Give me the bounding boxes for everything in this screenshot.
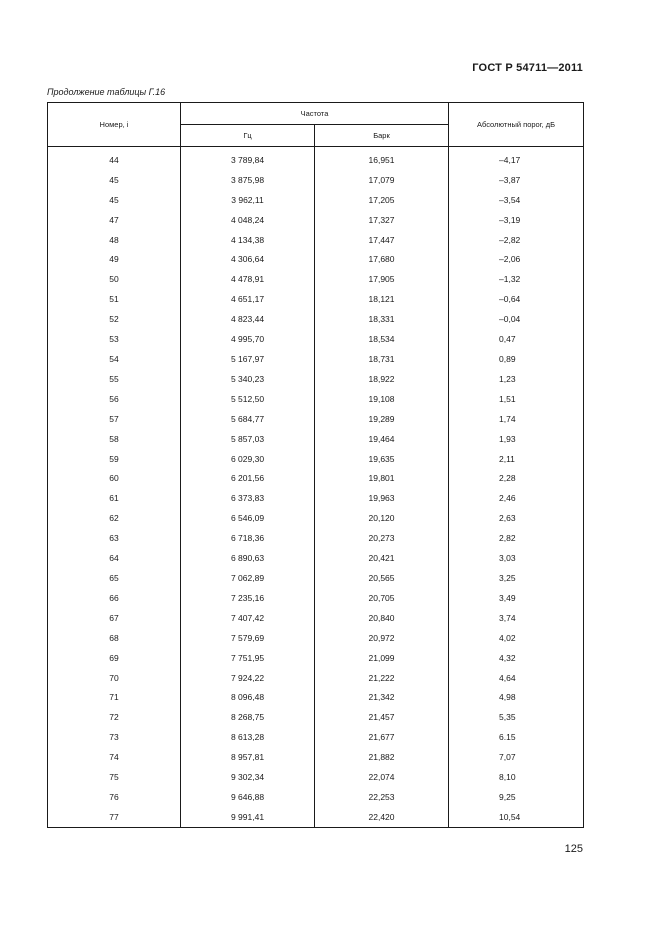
cell-number: 67 [48,608,181,628]
cell-threshold: –3,19 [449,210,584,230]
table-row [48,767,584,787]
cell-bark: 18,731 [315,349,449,369]
cell-bark: 18,121 [315,289,449,309]
cell-threshold: 0,89 [449,349,584,369]
cell-threshold: –3,87 [449,170,584,190]
cell-number: 73 [48,727,181,747]
cell-hz: 5 340,23 [181,369,315,389]
cell-threshold: 1,93 [449,429,584,449]
cell-bark: 20,273 [315,528,449,548]
cell-hz: 9 646,88 [181,787,315,807]
cell-threshold: 3,74 [449,608,584,628]
cell-bark: 21,099 [315,648,449,668]
cell-bark: 19,464 [315,429,449,449]
page-number: 125 [564,843,583,855]
cell-threshold: 4,32 [449,648,584,668]
table-row [48,230,584,250]
cell-hz: 7 579,69 [181,628,315,648]
cell-number: 66 [48,588,181,608]
cell-threshold: 10,54 [449,807,584,827]
cell-bark: 17,205 [315,190,449,210]
standard-designation: ГОСТ Р 54711—2011 [472,62,583,74]
cell-threshold: 3,25 [449,568,584,588]
table-row [48,147,584,170]
cell-hz: 4 478,91 [181,269,315,289]
cell-number: 62 [48,508,181,528]
table-row [48,309,584,329]
cell-threshold: 2,46 [449,488,584,508]
cell-number: 74 [48,747,181,767]
table-row [48,707,584,727]
cell-hz: 6 890,63 [181,548,315,568]
cell-number: 72 [48,707,181,727]
cell-threshold: 5,35 [449,707,584,727]
table-row [48,269,584,289]
table-row [48,727,584,747]
cell-threshold: 8,10 [449,767,584,787]
table-row [48,588,584,608]
table-row [48,289,584,309]
table-row [48,508,584,528]
cell-hz: 8 268,75 [181,707,315,727]
table-row [48,389,584,409]
cell-number: 45 [48,170,181,190]
cell-bark: 17,327 [315,210,449,230]
cell-number: 70 [48,668,181,688]
table-row [48,369,584,389]
cell-hz: 4 995,70 [181,329,315,349]
cell-number: 63 [48,528,181,548]
cell-threshold: 2,63 [449,508,584,528]
cell-number: 71 [48,687,181,707]
table-row [48,687,584,707]
cell-bark: 20,421 [315,548,449,568]
cell-hz: 5 857,03 [181,429,315,449]
cell-hz: 7 407,42 [181,608,315,628]
cell-number: 76 [48,787,181,807]
cell-bark: 21,342 [315,687,449,707]
cell-threshold: –2,82 [449,230,584,250]
cell-bark: 19,289 [315,409,449,429]
table-row [48,250,584,270]
cell-bark: 17,447 [315,230,449,250]
table-body [48,147,584,828]
cell-threshold: 4,02 [449,628,584,648]
cell-threshold: 7,07 [449,747,584,767]
cell-hz: 4 651,17 [181,289,315,309]
cell-bark: 20,565 [315,568,449,588]
cell-number: 44 [48,147,181,170]
cell-number: 45 [48,190,181,210]
cell-bark: 20,840 [315,608,449,628]
cell-threshold: 1,74 [449,409,584,429]
table-caption: Продолжение таблицы Г.16 [47,87,166,97]
table-row [48,329,584,349]
table-row [48,568,584,588]
cell-bark: 21,222 [315,668,449,688]
cell-hz: 7 062,89 [181,568,315,588]
table-row [48,648,584,668]
cell-threshold: 3,03 [449,548,584,568]
frequency-threshold-table [47,102,584,828]
header-number: Номер, i [48,103,181,147]
table-row [48,807,584,827]
cell-number: 57 [48,409,181,429]
table-row [48,469,584,489]
cell-hz: 7 924,22 [181,668,315,688]
cell-threshold: 0,47 [449,329,584,349]
cell-threshold: –0,04 [449,309,584,329]
cell-hz: 4 823,44 [181,309,315,329]
cell-threshold: 2,28 [449,469,584,489]
cell-number: 55 [48,369,181,389]
header-frequency: Частота [181,103,449,125]
header-hz: Гц [181,125,315,147]
cell-threshold: 1,23 [449,369,584,389]
table-row [48,429,584,449]
cell-hz: 6 029,30 [181,449,315,469]
cell-hz: 6 373,83 [181,488,315,508]
cell-bark: 20,120 [315,508,449,528]
header-threshold: Абсолютный порог, дБ [449,103,584,147]
table-row [48,668,584,688]
cell-hz: 5 512,50 [181,389,315,409]
cell-hz: 3 875,98 [181,170,315,190]
cell-threshold: –4,17 [449,147,584,170]
cell-number: 59 [48,449,181,469]
cell-number: 69 [48,648,181,668]
cell-threshold: 4,98 [449,687,584,707]
cell-bark: 22,253 [315,787,449,807]
cell-bark: 17,905 [315,269,449,289]
cell-hz: 3 789,84 [181,147,315,170]
cell-bark: 19,801 [315,469,449,489]
cell-hz: 9 991,41 [181,807,315,827]
cell-bark: 16,951 [315,147,449,170]
cell-bark: 22,074 [315,767,449,787]
table-row [48,449,584,469]
cell-hz: 6 718,36 [181,528,315,548]
cell-hz: 8 957,81 [181,747,315,767]
cell-number: 68 [48,628,181,648]
cell-hz: 8 096,48 [181,687,315,707]
cell-threshold: 2,82 [449,528,584,548]
table-row [48,548,584,568]
cell-number: 75 [48,767,181,787]
cell-bark: 22,420 [315,807,449,827]
cell-number: 54 [48,349,181,369]
cell-number: 56 [48,389,181,409]
cell-number: 50 [48,269,181,289]
table-row [48,409,584,429]
cell-number: 51 [48,289,181,309]
table-row [48,349,584,369]
cell-threshold: –3,54 [449,190,584,210]
cell-hz: 7 235,16 [181,588,315,608]
cell-bark: 17,680 [315,250,449,270]
cell-hz: 8 613,28 [181,727,315,747]
table-row [48,488,584,508]
cell-threshold: 2,11 [449,449,584,469]
table-row [48,210,584,230]
cell-hz: 4 048,24 [181,210,315,230]
cell-threshold: 4,64 [449,668,584,688]
cell-number: 53 [48,329,181,349]
cell-hz: 6 546,09 [181,508,315,528]
cell-number: 48 [48,230,181,250]
cell-number: 47 [48,210,181,230]
cell-number: 64 [48,548,181,568]
cell-bark: 19,963 [315,488,449,508]
cell-hz: 4 134,38 [181,230,315,250]
table-row [48,787,584,807]
cell-hz: 3 962,11 [181,190,315,210]
cell-hz: 7 751,95 [181,648,315,668]
cell-number: 60 [48,469,181,489]
header-bark: Барк [315,125,449,147]
cell-bark: 21,457 [315,707,449,727]
table-row [48,190,584,210]
cell-number: 77 [48,807,181,827]
cell-number: 52 [48,309,181,329]
cell-threshold: 1,51 [449,389,584,409]
cell-bark: 18,534 [315,329,449,349]
table-row [48,170,584,190]
cell-number: 65 [48,568,181,588]
cell-number: 61 [48,488,181,508]
cell-threshold: 6.15 [449,727,584,747]
cell-bark: 19,108 [315,389,449,409]
cell-hz: 6 201,56 [181,469,315,489]
cell-number: 58 [48,429,181,449]
cell-bark: 21,882 [315,747,449,767]
cell-hz: 9 302,34 [181,767,315,787]
cell-bark: 18,331 [315,309,449,329]
cell-hz: 5 684,77 [181,409,315,429]
cell-bark: 17,079 [315,170,449,190]
cell-bark: 19,635 [315,449,449,469]
cell-threshold: –0,64 [449,289,584,309]
table-row [48,608,584,628]
cell-threshold: 9,25 [449,787,584,807]
table-row [48,528,584,548]
cell-bark: 18,922 [315,369,449,389]
cell-threshold: 3,49 [449,588,584,608]
cell-number: 49 [48,250,181,270]
cell-hz: 4 306,64 [181,250,315,270]
cell-bark: 21,677 [315,727,449,747]
cell-hz: 5 167,97 [181,349,315,369]
table-row [48,747,584,767]
cell-bark: 20,972 [315,628,449,648]
cell-threshold: –2,06 [449,250,584,270]
cell-bark: 20,705 [315,588,449,608]
cell-threshold: –1,32 [449,269,584,289]
table-row [48,628,584,648]
